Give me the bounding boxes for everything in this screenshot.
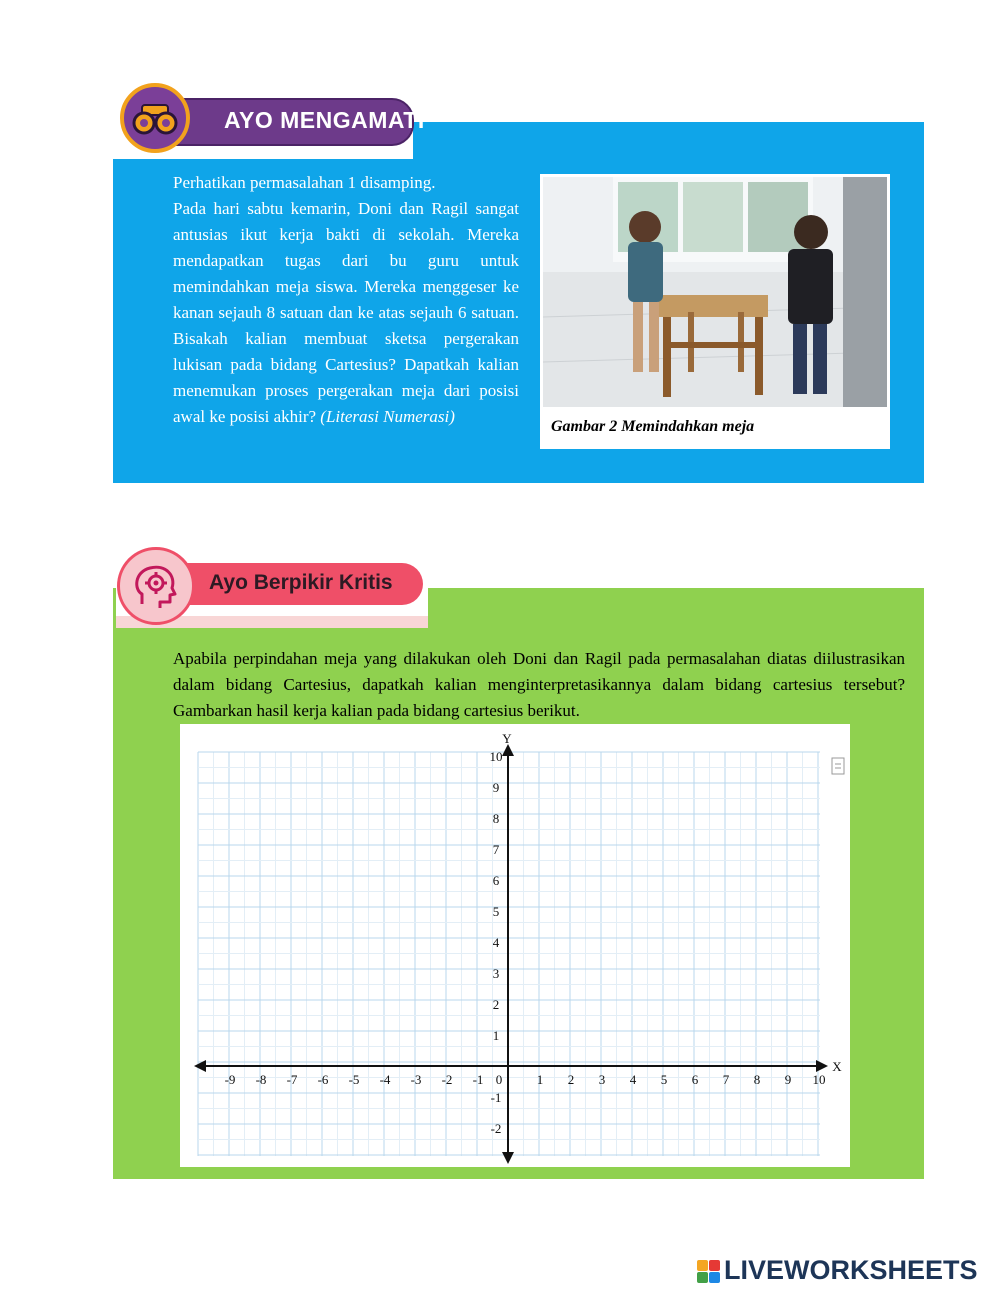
y-tick-label: 7 — [492, 842, 500, 857]
panel-menu-icon — [832, 758, 844, 774]
x-tick-label: -5 — [348, 1072, 360, 1087]
x-tick-label: -2 — [441, 1072, 453, 1087]
x-axis-arrow-right — [816, 1060, 828, 1072]
photo-illustration — [543, 177, 887, 407]
x-axis-label: X — [832, 1059, 842, 1074]
observe-body-text: Pada hari sabtu kemarin, Doni dan Ragil sangat antusias ikut kerja bakti di sekolah. Mereka mendapatkan tugas dari bu guru untuk memindahkan meja siswa. Mereka menggeser ke kanan sejauh 8 satuan dan ke atas sejauh 6 satuan. Bisakah kalian membuat sketsa pergerakan lukisan pada bidang Cartesius? Dapatkah kalian menemukan proses pergerakan meja dari posisi awal ke posisi akhir? — [173, 199, 519, 426]
liveworksheets-logo-text: LIVEWORKSHEETS — [724, 1255, 978, 1285]
critical-badge-title: Ayo Berpikir Kritis — [209, 571, 393, 594]
y-tick-label: 8 — [492, 811, 500, 826]
cartesian-plane-panel[interactable] — [180, 724, 850, 1167]
y-tick-label: 4 — [492, 935, 500, 950]
y-tick-label: 10 — [489, 749, 503, 764]
x-tick-label: -6 — [317, 1072, 329, 1087]
y-axis-label: Y — [502, 731, 512, 746]
y-axis-arrow-down — [502, 1152, 514, 1164]
observe-section — [113, 122, 924, 483]
x-tick-label: 0 — [495, 1072, 503, 1087]
head-gear-icon-svg — [120, 550, 192, 622]
x-tick-label: 8 — [753, 1072, 761, 1087]
x-tick-label: 2 — [567, 1072, 575, 1087]
photo-moving-table — [540, 174, 890, 410]
x-tick-label: 6 — [691, 1072, 699, 1087]
x-tick-label: -3 — [410, 1072, 422, 1087]
cartesian-plane[interactable] — [180, 724, 850, 1167]
observe-intro-line: Perhatikan permasalahan 1 disamping. — [173, 173, 436, 192]
x-tick-label: 1 — [536, 1072, 544, 1087]
x-tick-label: -7 — [286, 1072, 298, 1087]
binoculars-icon-svg — [124, 87, 186, 149]
critical-paragraph: Apabila perpindahan meja yang dilakukan oleh Doni dan Ragil pada permasalahan diatas diilustrasikan dalam bidang Cartesius, dapatkah kalian menginterpretasikannya dalam bidang cartesius tersebut? Gambarkan hasil kerja kalian pada bidang cartesius berikut. — [173, 649, 905, 720]
y-tick-label: -1 — [490, 1090, 502, 1105]
y-tick-label: 5 — [492, 904, 500, 919]
x-tick-label: 3 — [598, 1072, 606, 1087]
x-tick-label: 9 — [784, 1072, 792, 1087]
x-tick-label: 5 — [660, 1072, 668, 1087]
photo-caption: Gambar 2 Memindahkan meja — [551, 418, 755, 435]
x-tick-label: 10 — [812, 1072, 826, 1087]
observe-paragraph — [173, 170, 519, 430]
y-tick-label: 3 — [492, 966, 500, 981]
y-tick-label: -2 — [490, 1121, 502, 1136]
x-tick-label: 7 — [722, 1072, 730, 1087]
binoculars-icon — [120, 83, 190, 153]
photo-caption-box — [540, 410, 890, 449]
x-tick-label: -4 — [379, 1072, 391, 1087]
liveworksheets-logo-icon — [697, 1260, 721, 1284]
x-tick-label: -8 — [255, 1072, 267, 1087]
x-tick-label: 4 — [629, 1072, 637, 1087]
y-tick-label: 1 — [492, 1028, 500, 1043]
observe-badge-title: AYO MENGAMATI — [224, 107, 425, 133]
y-tick-label: 9 — [492, 780, 500, 795]
x-tick-label: -9 — [224, 1072, 236, 1087]
observe-tag: (Literasi Numerasi) — [320, 407, 455, 426]
y-tick-label: 6 — [492, 873, 500, 888]
head-gear-icon — [117, 547, 195, 625]
y-tick-label: 2 — [492, 997, 500, 1012]
x-tick-label: -1 — [472, 1072, 484, 1087]
